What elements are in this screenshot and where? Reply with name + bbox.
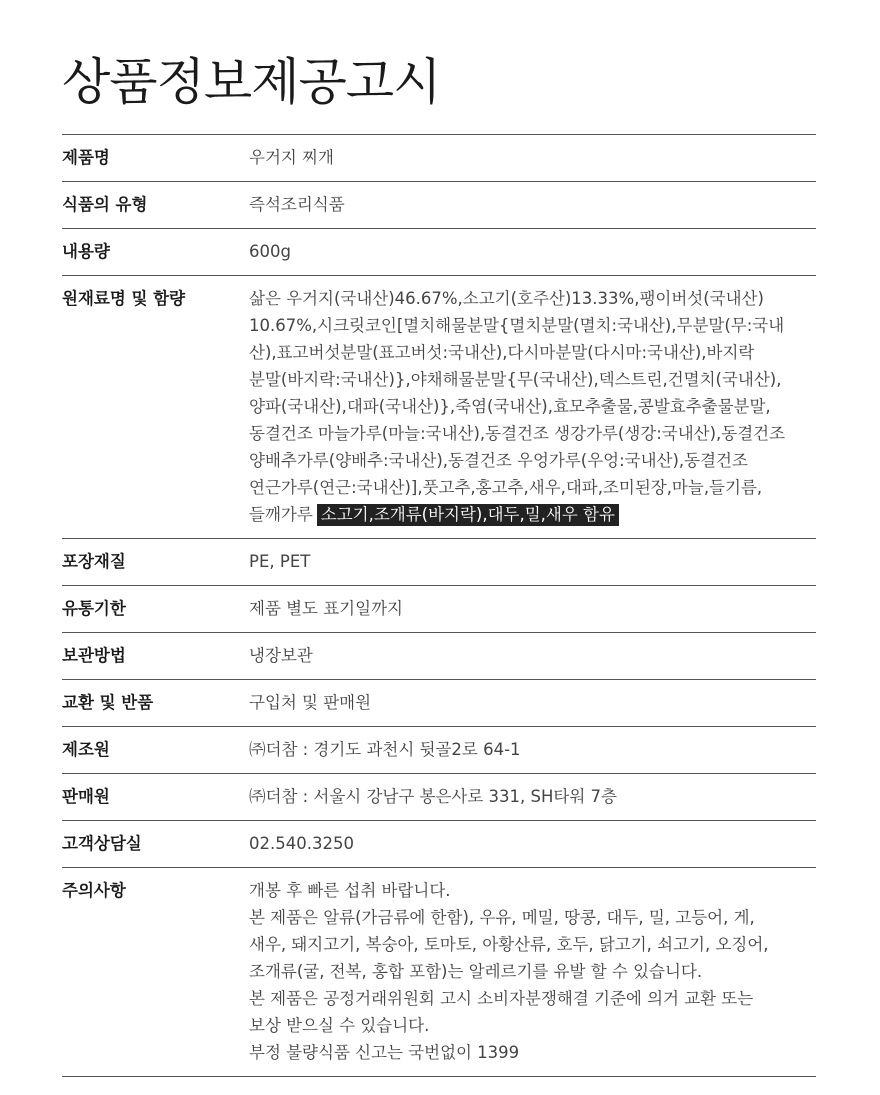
ingredients-line: 양배추가루(양배추:국내산),동결건조 우엉가루(우엉:국내산),동결건조: [249, 451, 748, 470]
row-label: 판매원: [62, 787, 110, 806]
row-label: 내용량: [62, 242, 110, 261]
caution-line: 개봉 후 빠른 섭취 바랍니다.: [249, 881, 451, 900]
row-value: 600g: [249, 242, 291, 261]
table-row-net-content: [62, 229, 816, 276]
table-row-caution: [62, 868, 816, 1077]
row-value: 02.540.3250: [249, 834, 354, 853]
row-label: 원재료명 및 함량: [62, 289, 186, 308]
row-value: 즉석조리식품: [249, 195, 345, 214]
row-label: 유통기한: [62, 599, 126, 618]
caution-line: 조개류(굴, 전복, 홍합 포함)는 알레르기를 유발 할 수 있습니다.: [249, 962, 703, 981]
caution-line: 본 제품은 공정거래위원회 고시 소비자분쟁해결 기준에 의거 교환 또는: [249, 989, 754, 1008]
row-value: 구입처 및 판매원: [249, 693, 372, 712]
table-row-food-type: [62, 182, 816, 229]
row-value: 우거지 찌개: [249, 148, 334, 167]
caution-line: 부정 불량식품 신고는 국번없이 1399: [249, 1043, 520, 1062]
row-value: ㈜더참 : 경기도 과천시 뒷골2로 64-1: [249, 740, 521, 759]
table-row-seller: [62, 774, 816, 821]
product-info-notice: [62, 0, 816, 1077]
row-value: 제품 별도 표기일까지: [249, 599, 403, 618]
ingredients-line: 10.67%,시크릿코인[멸치해물분말{멸치분말(멸치:국내산),무분말(무:국내: [249, 316, 785, 335]
caution-line: 새우, 돼지고기, 복숭아, 토마토, 아황산류, 호두, 닭고기, 쇠고기, 오징어,: [249, 935, 769, 954]
row-label: 주의사항: [62, 881, 126, 900]
caution-text: [249, 877, 816, 1066]
table-row-storage: [62, 633, 816, 680]
row-value: 냉장보관: [249, 646, 313, 665]
row-label: 포장재질: [62, 552, 126, 571]
row-label: 식품의 유형: [62, 195, 148, 214]
table-row-ingredients: [62, 276, 816, 539]
table-row-packaging: [62, 539, 816, 586]
table-row-manufacturer: [62, 727, 816, 774]
table-row-exchange: [62, 680, 816, 727]
table-row-product-name: [62, 135, 816, 182]
row-label: 보관방법: [62, 646, 126, 665]
ingredients-text: [249, 285, 816, 528]
row-label: 교환 및 반품: [62, 693, 154, 712]
caution-line: 보상 받으실 수 있습니다.: [249, 1016, 430, 1035]
row-label: 고객상담실: [62, 834, 142, 853]
ingredients-line: 연근가루(연근:국내산)],풋고추,홍고추,새우,대파,조미된장,마늘,들기름,: [249, 478, 763, 497]
table-row-expiry: [62, 586, 816, 633]
ingredients-line-end: 들깨가루: [249, 505, 313, 524]
table-row-customer-service: [62, 821, 816, 868]
ingredients-line: 동결건조 마늘가루(마늘:국내산),동결건조 생강가루(생강:국내산),동결건조: [249, 424, 786, 443]
row-value: PE, PET: [249, 552, 311, 571]
ingredients-line: 삶은 우거지(국내산)46.67%,소고기(호주산)13.33%,팽이버섯(국내산): [249, 289, 764, 308]
info-table: [62, 134, 816, 1077]
caution-line: 본 제품은 알류(가금류에 한함), 우유, 메밀, 땅콩, 대두, 밀, 고등어, 게,: [249, 908, 755, 927]
row-label: 제품명: [62, 148, 110, 167]
ingredients-last-line: [249, 501, 816, 528]
ingredients-line: 분말(바지락:국내산)},야채해물분말{무(국내산),덱스트린,건멸치(국내산),: [249, 370, 782, 389]
allergen-highlight: 소고기,조개류(바지락),대두,밀,새우 함유: [317, 504, 619, 526]
row-label: 제조원: [62, 740, 110, 759]
page-title: 상품정보제공고시: [62, 53, 441, 111]
ingredients-line: 산),표고버섯분말(표고버섯:국내산),다시마분말(다시마:국내산),바지락: [249, 343, 755, 362]
ingredients-line: 양파(국내산),대파(국내산)},죽염(국내산),효모추출물,콩발효추출물분말,: [249, 397, 771, 416]
row-value: ㈜더참 : 서울시 강남구 봉은사로 331, SH타워 7층: [249, 787, 617, 806]
